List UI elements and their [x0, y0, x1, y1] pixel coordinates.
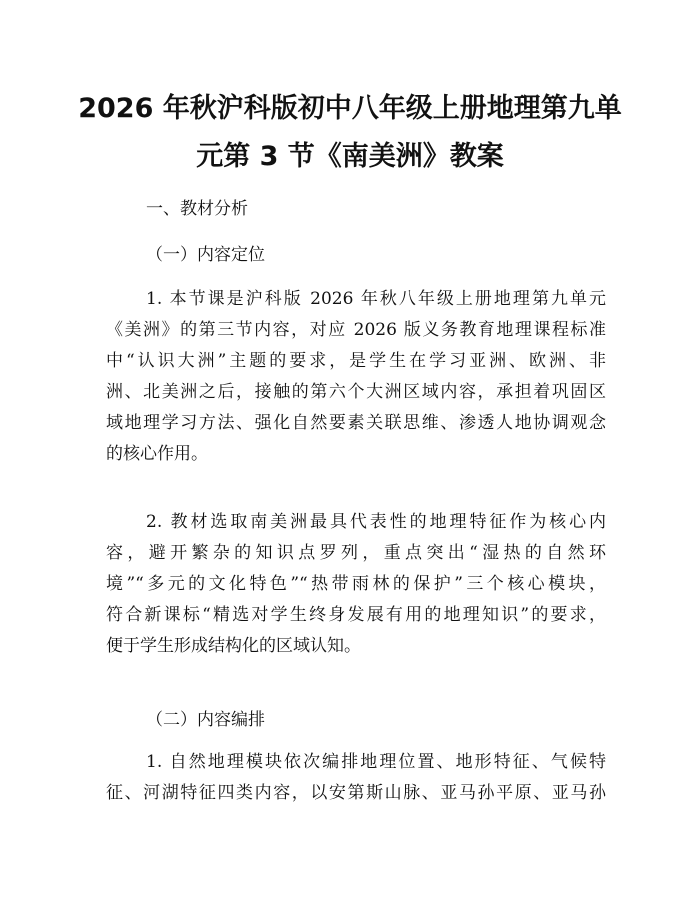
- paragraph-2-line: 便于学生形成结构化的区域认知。: [106, 636, 361, 656]
- subheading-content-positioning: （一）内容定位: [146, 245, 265, 265]
- paragraph-1-line: 1. 本节课是沪科版 2026 年秋八年级上册地理第九单元: [146, 289, 606, 309]
- paragraph-1-line: 《美洲》的第三节内容，对应 2026 版义务教育地理课程标准: [106, 320, 606, 340]
- paragraph-1: [106, 284, 606, 470]
- paragraph-1-line: 中“认识大洲”主题的要求，是学生在学习亚洲、欧洲、非: [106, 351, 606, 371]
- paragraph-1-line: 域地理学习方法、强化自然要素关联思维、渗透人地协调观念: [106, 413, 606, 433]
- paragraph-3: [106, 747, 606, 809]
- paragraph-2: [106, 507, 606, 662]
- paragraph-2-line: 境”“多元的文化特色”“热带雨林的保护”三个核心模块，: [106, 574, 606, 594]
- paragraph-2-line: 容，避开繁杂的知识点罗列，重点突出“湿热的自然环: [106, 543, 606, 563]
- document-title-line-1: 2026 年秋沪科版初中八年级上册地理第九单: [78, 93, 622, 124]
- paragraph-2-line: 2. 教材选取南美洲最具代表性的地理特征作为核心内: [146, 512, 606, 532]
- paragraph-1-line: 的核心作用。: [106, 444, 208, 464]
- paragraph-3-line: 征、河湖特征四类内容，以安第斯山脉、亚马孙平原、亚马孙: [106, 783, 606, 803]
- paragraph-2-line: 符合新课标“精选对学生终身发展有用的地理知识”的要求，: [106, 605, 606, 625]
- subheading-content-arrangement: （二）内容编排: [146, 710, 265, 730]
- document-title-line-2: 元第 3 节《南美洲》教案: [196, 141, 504, 172]
- paragraph-1-line: 洲、北美洲之后，接触的第六个大洲区域内容，承担着巩固区: [106, 382, 606, 402]
- section-heading-textbook-analysis: 一、教材分析: [146, 199, 248, 219]
- paragraph-3-line: 1. 自然地理模块依次编排地理位置、地形特征、气候特: [146, 752, 606, 772]
